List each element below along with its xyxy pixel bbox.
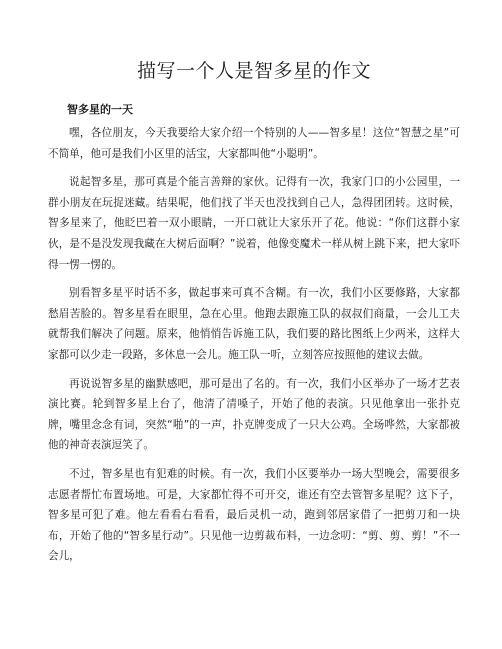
- paragraph-5: 不过，智多星也有犯难的时候。有一次，我们小区要举办一场大型晚会，需要很多志愿者帮忙布置场地。可是，大家都忙得不可开交，谁还有空去管智多星呢？这下子，智多星可犯了难。他左看看右看看，最后灵机一动，跑到邻居家借了一把剪刀和一块布，开始了他的“智多星行动”。只见他一边剪裁布料，一边念叨：“剪、剪、剪！”不一会儿，: [48, 467, 460, 563]
- document-subtitle: 智多星的一天: [67, 103, 133, 116]
- paragraph-3: 别看智多星平时话不多，做起事来可真不含糊。有一次，我们小区要修路，大家都愁眉苦脸的。智多星看在眼里，急在心里。他跑去跟施工队的叔叔们商量，一会儿工夫就帮我们解决了问题。原来，他悄悄告诉施工队，我们要的路比图纸上少两米，这样大家都可以少走一段路，多休息一会儿。施工队一听，立刻答应按照他的建议去做。: [48, 287, 460, 361]
- paragraph-1: 嘿，各位朋友，今天我要给大家介绍一个特别的人——智多星！这位“智慧之星”可不简单，他可是我们小区里的活宝，大家都叫他“小聪明”。: [48, 127, 460, 160]
- document-title: 描写一个人是智多星的作文: [136, 60, 371, 82]
- paragraph-2: 说起智多星，那可真是个能言善辩的家伙。记得有一次，我家门口的小公园里，一群小朋友在玩捉迷藏。结果呢，他们找了半天也没找到自己人，急得团团转。这时候，智多星来了，他眨巴着一双小眼睛，一开口就让大家乐开了花。他说：“你们这群小家伙，是不是没发现我藏在大树后面啊？”说着，他像变魔术一样从树上跳下来，把大家吓得一愣一愣的。: [48, 176, 460, 271]
- paragraph-4: 再说说智多星的幽默感吧，那可是出了名的。有一次，我们小区举办了一场才艺表演比赛。轮到智多星上台了，他清了清嗓子，开始了他的表演。只见他拿出一张扑克牌，嘴里念念有词，突然“啪”的一声，扑克牌变成了一只大公鸡。全场哗然，大家都被他的神奇表演逗笑了。: [48, 377, 460, 452]
